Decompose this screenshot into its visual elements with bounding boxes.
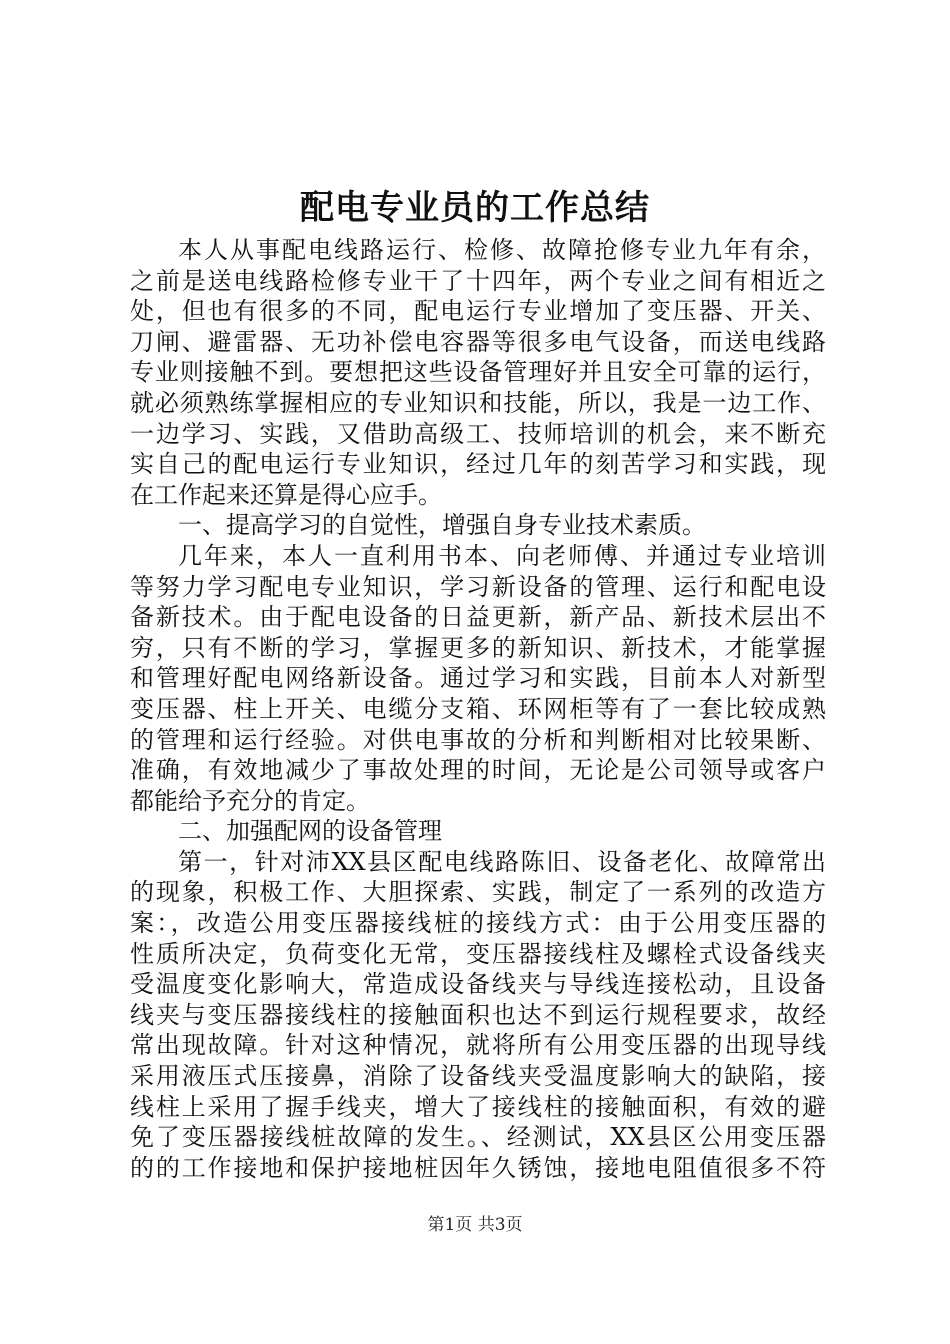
text-line: 免了变压器接线桩故障的发生。、经测试，XX县区公用变压器 — [130, 1123, 826, 1152]
text-line: 在工作起来还算是得心应手。 — [130, 480, 442, 509]
document-body — [130, 235, 826, 1183]
page-indicator: 第1页 共3页 — [427, 1215, 523, 1235]
section-heading: 一、提高学习的自觉性，增强自身专业技术素质。 — [178, 511, 706, 540]
text-line: 就必须熟练掌握相应的专业知识和技能，所以，我是一边工作、 — [130, 388, 826, 417]
text-line: 常出现故障。针对这种情况，就将所有公用变压器的出现导线 — [130, 1031, 826, 1060]
text-line: 实自己的配电运行专业知识，经过几年的刻苦学习和实践，现 — [130, 450, 826, 479]
text-line: 穷，只有不断的学习，掌握更多的新知识、新技术，才能掌握 — [130, 633, 826, 662]
text-line: 的管理和运行经验。对供电事故的分析和判断相对比较果断、 — [130, 725, 826, 754]
text-line: 一边学习、实践，又借助高级工、技师培训的机会，来不断充 — [130, 419, 826, 448]
text-line: 几年来，本人一直利用书本、向老师傅、并通过专业培训 — [178, 541, 826, 570]
text-line: 线夹与变压器接线柱的接触面积也达不到运行规程要求，故经 — [130, 1000, 826, 1029]
document-title: 配电专业员的工作总结 — [300, 188, 650, 228]
text-line: 变压器、柱上开关、电缆分支箱、环网柜等有了一套比较成熟 — [130, 694, 826, 723]
text-line: 本人从事配电线路运行、检修、故障抢修专业九年有余， — [178, 236, 826, 264]
text-line: 的现象，积极工作、大胆探索、实践，制定了一系列的改造方 — [130, 878, 826, 907]
text-line: 第一，针对沛XX县区配电线路陈旧、设备老化、故障常出 — [178, 847, 826, 876]
text-line: 专业则接触不到。要想把这些设备管理好并且安全可靠的运行， — [130, 358, 826, 387]
text-line: 受温度变化影响大，常造成设备线夹与导线连接松动，且设备 — [130, 970, 826, 999]
text-line: 案：，改造公用变压器接线桩的接线方式：由于公用变压器的 — [130, 909, 826, 938]
text-line: 等努力学习配电专业知识，学习新设备的管理、运行和配电设 — [130, 572, 826, 601]
text-line: 之前是送电线路检修专业干了十四年，两个专业之间有相近之 — [130, 266, 826, 295]
text-line: 采用液压式压接鼻，消除了设备线夹受温度影响大的缺陷，接 — [130, 1062, 826, 1091]
text-line: 备新技术。由于配电设备的日益更新，新产品、新技术层出不 — [130, 603, 826, 632]
text-line: 线柱上采用了握手线夹，增大了接线柱的接触面积，有效的避 — [130, 1092, 826, 1121]
text-line: 准确，有效地减少了事故处理的时间，无论是公司领导或客户 — [130, 756, 826, 785]
text-line: 都能给予充分的肯定。 — [130, 786, 370, 815]
page-footer — [0, 1213, 950, 1237]
section-heading: 二、加强配网的设备管理 — [178, 817, 442, 846]
text-line: 和管理好配电网络新设备。通过学习和实践，目前本人对新型 — [130, 664, 826, 693]
text-line: 处，但也有很多的不同，配电运行专业增加了变压器、开关、 — [130, 297, 826, 326]
text-line: 刀闸、避雷器、无功补偿电容器等很多电气设备，而送电线路 — [130, 327, 826, 356]
text-line: 性质所决定，负荷变化无常，变压器接线柱及螺栓式设备线夹 — [130, 939, 826, 968]
text-line: 的的工作接地和保护接地桩因年久锈蚀，接地电阻值很多不符 — [130, 1153, 826, 1182]
